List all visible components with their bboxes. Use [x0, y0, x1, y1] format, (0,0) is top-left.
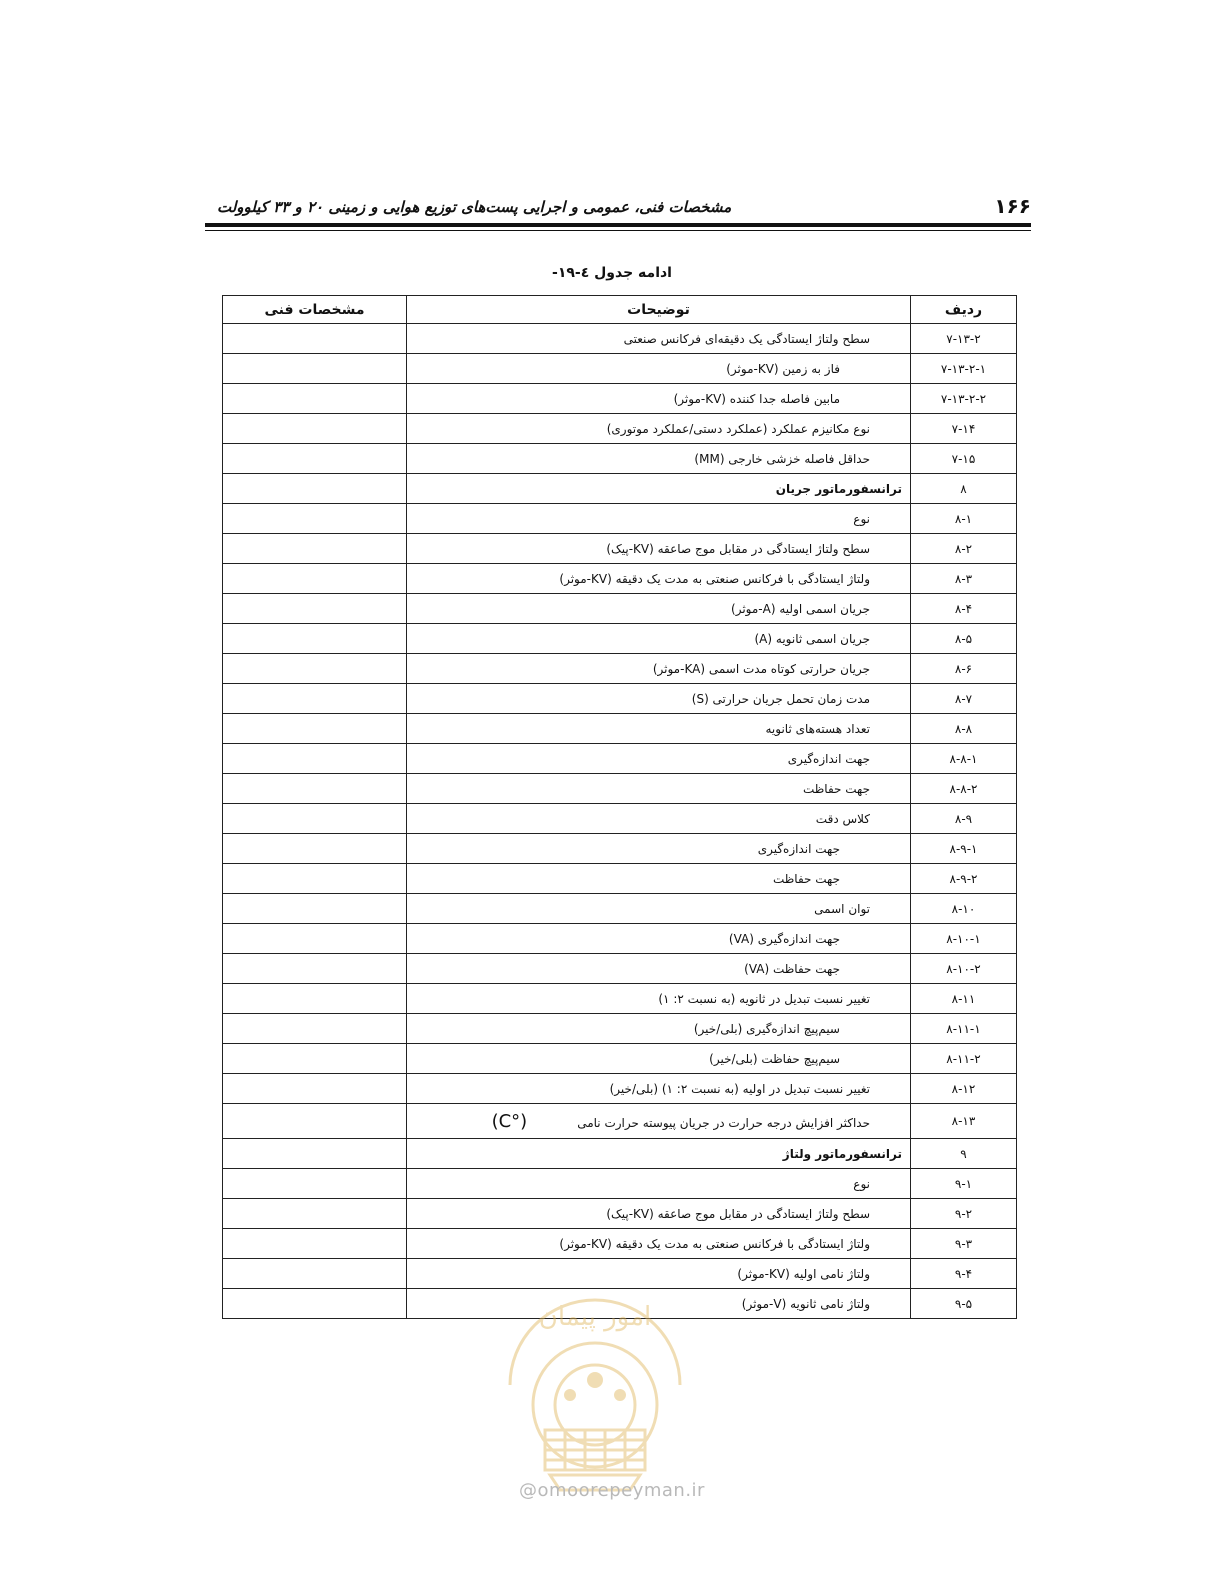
table-row	[223, 654, 1017, 684]
description-text: جهت اندازه‌گیری	[757, 841, 840, 856]
description-cell	[407, 444, 911, 474]
description-cell	[407, 834, 911, 864]
description-text: مابین فاصله جدا کننده (KV-موثر)	[673, 391, 840, 406]
technical-spec-cell[interactable]	[223, 984, 407, 1014]
table-row	[223, 894, 1017, 924]
description-cell	[407, 354, 911, 384]
description-cell	[407, 864, 911, 894]
table-row	[223, 324, 1017, 354]
description-cell	[407, 534, 911, 564]
description-cell	[407, 474, 911, 504]
row-number-cell: ۸-۸	[911, 714, 1017, 744]
table-row	[223, 834, 1017, 864]
technical-spec-cell[interactable]	[223, 1229, 407, 1259]
table-row	[223, 1199, 1017, 1229]
description-text: جهت اندازه‌گیری	[787, 751, 870, 766]
description-cell	[407, 624, 911, 654]
running-title: مشخصات فنی، عمومی و اجرایی پست‌های توزیع هوایی و زمینی ۲۰ و ۳۳ کیلوولت	[217, 198, 732, 216]
row-number-cell: ۸-۵	[911, 624, 1017, 654]
table-row	[223, 984, 1017, 1014]
table-row	[223, 864, 1017, 894]
description-text: ولتاژ ایستادگی با فرکانس صنعتی به مدت یک دقیقه (KV-موثر)	[559, 1236, 870, 1251]
description-text: ترانسفورماتور جریان	[775, 481, 902, 496]
description-text: ترانسفورماتور ولتاژ	[782, 1146, 902, 1161]
description-cell	[407, 564, 911, 594]
row-number-cell: ۸	[911, 474, 1017, 504]
table-row	[223, 954, 1017, 984]
page-number: ۱۶۶	[994, 194, 1031, 218]
table-row	[223, 384, 1017, 414]
description-text: حداکثر افزایش درجه حرارت در جریان پیوسته حرارت نامی	[577, 1115, 870, 1130]
table-row	[223, 504, 1017, 534]
table-row	[223, 564, 1017, 594]
row-number-cell: ۸-۱۳	[911, 1104, 1017, 1139]
description-cell	[407, 384, 911, 414]
technical-spec-cell[interactable]	[223, 444, 407, 474]
row-number-cell: ۸-۹	[911, 804, 1017, 834]
description-text: جریان حرارتی کوتاه مدت اسمی (KA-موثر)	[652, 661, 870, 676]
description-cell	[407, 714, 911, 744]
row-number-cell: ۸-۱۰-۱	[911, 924, 1017, 954]
technical-spec-cell[interactable]	[223, 504, 407, 534]
description-text: فاز به زمین (KV-موثر)	[726, 361, 840, 376]
watermark-url-text: omoorepeyman.ir	[537, 1480, 705, 1501]
table-row	[223, 474, 1017, 504]
table-row	[223, 534, 1017, 564]
table-row	[223, 1229, 1017, 1259]
header-rule-thin	[205, 230, 1031, 231]
header-row-number: ردیف	[911, 296, 1017, 324]
technical-spec-cell[interactable]	[223, 384, 407, 414]
row-number-cell: ۹-۴	[911, 1259, 1017, 1289]
technical-spec-cell[interactable]	[223, 1199, 407, 1229]
watermark-seal	[490, 1265, 700, 1495]
table-row	[223, 1014, 1017, 1044]
row-number-cell: ۹-۳	[911, 1229, 1017, 1259]
row-number-cell: ۸-۱۱-۲	[911, 1044, 1017, 1074]
description-cell	[407, 1169, 911, 1199]
description-cell	[407, 504, 911, 534]
description-cell	[407, 1139, 911, 1169]
unit-label: (°C)	[491, 1110, 528, 1132]
description-cell	[407, 804, 911, 834]
description-cell	[407, 594, 911, 624]
row-number-cell: ۸-۲	[911, 534, 1017, 564]
row-number-cell: ۸-۸-۲	[911, 774, 1017, 804]
table-row	[223, 414, 1017, 444]
description-cell	[407, 684, 911, 714]
description-text: ولتاژ نامی اولیه (KV-موثر)	[737, 1266, 870, 1281]
description-text: جریان اسمی ثانویه (A)	[754, 631, 870, 646]
table-row	[223, 594, 1017, 624]
description-text: سطح ولتاژ ایستادگی یک دقیقه‌ای فرکانس صنعتی	[623, 331, 870, 346]
technical-spec-cell[interactable]	[223, 1044, 407, 1074]
row-number-cell: ۸-۱۱-۱	[911, 1014, 1017, 1044]
table-row	[223, 744, 1017, 774]
description-text: توان اسمی	[814, 901, 870, 916]
description-cell	[407, 774, 911, 804]
description-cell	[407, 744, 911, 774]
description-text: ولتاژ ایستادگی با فرکانس صنعتی به مدت یک دقیقه (KV-موثر)	[559, 571, 870, 586]
description-text: جهت حفاظت	[772, 871, 840, 886]
technical-spec-cell[interactable]	[223, 1139, 407, 1169]
row-number-cell: ۸-۷	[911, 684, 1017, 714]
table-row	[223, 684, 1017, 714]
row-number-cell: ۸-۱۲	[911, 1074, 1017, 1104]
technical-spec-cell[interactable]	[223, 474, 407, 504]
table-row	[223, 924, 1017, 954]
header-rule-thick	[205, 223, 1031, 227]
technical-spec-cell[interactable]	[223, 414, 407, 444]
row-number-cell: ۸-۱	[911, 504, 1017, 534]
technical-spec-cell[interactable]	[223, 954, 407, 984]
description-text: سیم‌پیچ اندازه‌گیری (بلی/خیر)	[693, 1021, 840, 1036]
technical-spec-cell[interactable]	[223, 1104, 407, 1139]
row-number-cell: ۷-۱۵	[911, 444, 1017, 474]
row-number-cell: ۸-۳	[911, 564, 1017, 594]
description-text: سیم‌پیچ حفاظت (بلی/خیر)	[709, 1051, 840, 1066]
row-number-cell: ۷-۱۳-۲	[911, 324, 1017, 354]
table-row	[223, 774, 1017, 804]
description-text: نوع مکانیزم عملکرد (عملکرد دستی/عملکرد موتوری)	[606, 421, 870, 436]
description-cell	[407, 1229, 911, 1259]
table-row	[223, 1104, 1017, 1139]
row-number-cell: ۷-۱۳-۲-۲	[911, 384, 1017, 414]
technical-spec-cell[interactable]	[223, 1259, 407, 1289]
technical-spec-cell[interactable]	[223, 324, 407, 354]
description-cell	[407, 1104, 911, 1139]
technical-spec-cell[interactable]	[223, 714, 407, 744]
row-number-cell: ۹	[911, 1139, 1017, 1169]
description-text: جهت اندازه‌گیری (VA)	[728, 931, 840, 946]
description-text: تغییر نسبت تبدیل در ثانویه (به نسبت ۲: ۱)	[658, 991, 870, 1006]
technical-spec-cell[interactable]	[223, 834, 407, 864]
table-row	[223, 714, 1017, 744]
watermark-text: امور پیمان	[538, 1302, 652, 1332]
header-description: توضیحات	[407, 296, 911, 324]
row-number-cell: ۸-۱۰	[911, 894, 1017, 924]
technical-spec-cell[interactable]	[223, 864, 407, 894]
row-number-cell: ۸-۱۰-۲	[911, 954, 1017, 984]
table-row	[223, 1074, 1017, 1104]
technical-spec-cell[interactable]	[223, 594, 407, 624]
description-text: حداقل فاصله خزشی خارجی (MM)	[694, 451, 870, 466]
technical-spec-cell[interactable]	[223, 1074, 407, 1104]
description-text: سطح ولتاژ ایستادگی در مقابل موج صاعقه (KV-پیک)	[606, 1206, 870, 1221]
table-header-row	[223, 296, 1017, 324]
description-text: جهت حفاظت	[802, 781, 870, 796]
technical-spec-cell[interactable]	[223, 744, 407, 774]
technical-spec-cell[interactable]	[223, 924, 407, 954]
row-number-cell: ۷-۱۳-۲-۱	[911, 354, 1017, 384]
technical-spec-cell[interactable]	[223, 534, 407, 564]
technical-spec-cell[interactable]	[223, 654, 407, 684]
spec-table	[222, 295, 1017, 1319]
technical-spec-cell[interactable]	[223, 1289, 407, 1319]
technical-spec-cell[interactable]	[223, 774, 407, 804]
row-number-cell: ۹-۱	[911, 1169, 1017, 1199]
table-row	[223, 624, 1017, 654]
description-cell	[407, 984, 911, 1014]
header-technical-specs: مشخصات فنی	[223, 296, 407, 324]
description-cell	[407, 1074, 911, 1104]
row-number-cell: ۸-۶	[911, 654, 1017, 684]
description-text: نوع	[853, 1176, 870, 1191]
description-text: تعداد هسته‌های ثانویه	[765, 721, 870, 736]
technical-spec-cell[interactable]	[223, 354, 407, 384]
row-number-cell: ۸-۱۱	[911, 984, 1017, 1014]
description-text: جریان اسمی اولیه (A-موثر)	[731, 601, 870, 616]
technical-spec-cell[interactable]	[223, 624, 407, 654]
row-number-cell: ۷-۱۴	[911, 414, 1017, 444]
description-text: نوع	[853, 511, 870, 526]
description-cell	[407, 654, 911, 684]
description-cell	[407, 414, 911, 444]
description-cell	[407, 894, 911, 924]
description-cell	[407, 1014, 911, 1044]
description-cell	[407, 954, 911, 984]
technical-spec-cell[interactable]	[223, 804, 407, 834]
technical-spec-cell[interactable]	[223, 684, 407, 714]
description-cell	[407, 1199, 911, 1229]
page-header	[205, 190, 1031, 220]
technical-spec-cell[interactable]	[223, 1014, 407, 1044]
table-row	[223, 1139, 1017, 1169]
table-row	[223, 804, 1017, 834]
description-text: ولتاژ نامی ثانویه (V-موثر)	[741, 1296, 870, 1311]
technical-spec-cell[interactable]	[223, 1169, 407, 1199]
technical-spec-cell[interactable]	[223, 564, 407, 594]
table-row	[223, 1169, 1017, 1199]
table-caption: ادامه جدول ٤-١٩-	[552, 265, 672, 281]
description-text: مدت زمان تحمل جریان حرارتی (S)	[691, 691, 870, 706]
row-number-cell: ۸-۹-۲	[911, 864, 1017, 894]
technical-spec-cell[interactable]	[223, 894, 407, 924]
description-text: تغییر نسبت تبدیل در اولیه (به نسبت ۲: ۱) (بلی/خیر)	[609, 1081, 870, 1096]
table-row	[223, 444, 1017, 474]
row-number-cell: ۹-۵	[911, 1289, 1017, 1319]
watermark-url: @omoorepeyman.ir	[519, 1480, 705, 1501]
row-number-cell: ۸-۹-۱	[911, 834, 1017, 864]
description-cell	[407, 1044, 911, 1074]
row-number-cell: ۹-۲	[911, 1199, 1017, 1229]
row-number-cell: ۸-۴	[911, 594, 1017, 624]
row-number-cell: ۸-۸-۱	[911, 744, 1017, 774]
description-cell	[407, 324, 911, 354]
description-cell	[407, 924, 911, 954]
description-text: سطح ولتاژ ایستادگی در مقابل موج صاعقه (KV-پیک)	[606, 541, 870, 556]
description-text: جهت حفاظت (VA)	[744, 961, 840, 976]
description-text: کلاس دقت	[815, 811, 870, 826]
table-row	[223, 354, 1017, 384]
table-row	[223, 1044, 1017, 1074]
